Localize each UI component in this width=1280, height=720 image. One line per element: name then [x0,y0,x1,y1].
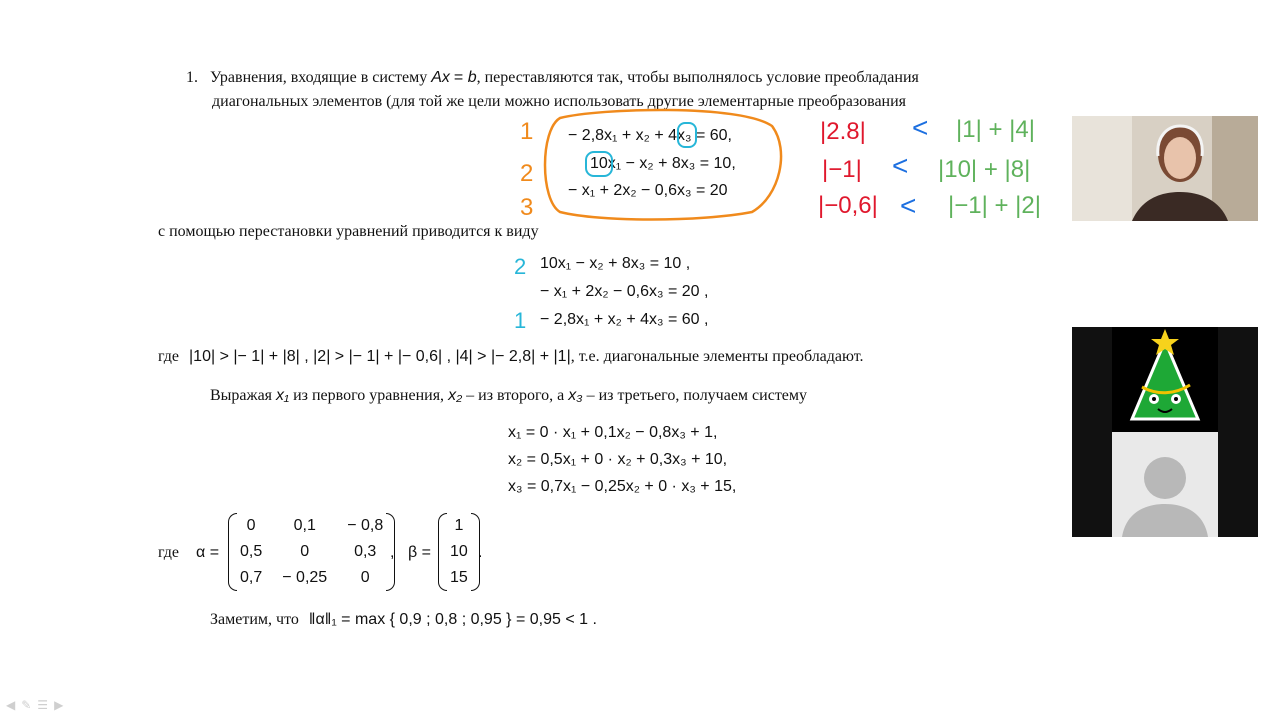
alpha-label: α = [196,544,220,561]
p4-x3: x₃ [568,387,583,404]
presenter-webcam[interactable] [1072,116,1258,221]
p4-x1: x₁ [276,387,290,404]
sys2-eq2: − x₁ + 2x₂ − 0,6x₃ = 20 , [540,283,709,300]
blue-lt-2: < [892,150,909,181]
p5-a: где [158,544,180,561]
p6 [210,610,597,630]
sys3-eq3: x₃ = 0,7x₁ − 0,25x₂ + 0 · x₃ + 15, [508,478,737,495]
green-note-3: |−1| + |2| [948,192,1041,219]
p1-eq: = [453,69,468,86]
next-icon[interactable]: ▶ [54,698,64,712]
p1-num: 1. [186,69,198,86]
p4-c: – из второго, а [466,387,565,404]
beta-label: β = [408,544,431,561]
red-note-1: |2.8| [820,118,866,145]
sys1-eq3: − x₁ + 2x₂ − 0,6x₃ = 20 [568,182,728,199]
table-row [230,565,393,591]
p1-b: b [467,69,477,86]
p3-math: |10| > |− 1| + |8| , |2| > |− 1| + |− 0,6| , |4| > |− 2,8| + |1| [189,348,571,365]
beta-cell: 10 [450,543,468,560]
p6-math: ‖α‖₁ = max { 0,9 ; 0,8 ; 0,95 } = 0,95 < 1 . [308,611,597,628]
tree-avatar[interactable] [1112,327,1218,432]
orange-num-1: 1 [520,118,534,145]
p1-line1-a: Уравнения, входящие в систему [210,69,428,86]
green-note-2: |10| + |8| [938,156,1031,183]
menu-icon[interactable]: ☰ [37,698,49,712]
beta-cell: 15 [450,569,468,586]
table-row [230,513,393,539]
tree-avatar-image [1112,327,1218,432]
sys2-eq1: 10x₁ − x₂ + 8x₃ = 10 , [540,255,691,272]
red-note-2: |−1| [822,156,862,183]
user-tile[interactable] [1112,432,1218,537]
user-placeholder-icon [1112,432,1218,537]
p4-x2: x₂ [448,387,463,404]
sys1-eq2: 10x₁ − x₂ + 8x₃ = 10, [590,155,736,172]
blue-lt-3: < [900,190,917,221]
orange-num-3: 3 [520,194,534,221]
p6-a: Заметим, что [210,611,299,628]
alpha-cell: 0,7 [240,569,263,586]
p4 [210,386,807,406]
p3-b: , т.е. диагональные элементы преобладают. [570,348,864,365]
alpha-cell: 0 [246,517,256,534]
blue-lt-1: < [912,112,929,143]
p4-a: Выражая [210,387,273,404]
p3 [158,347,864,367]
beta-matrix [440,513,478,591]
beta-cell: 1 [454,517,464,534]
alpha-cell: 0,1 [293,517,316,534]
p4-b: из первого уравнения, [293,387,445,404]
p1-line1-b: , переставляются так, чтобы выполнялось условие преобладания [476,69,919,86]
slide-toolbar [6,698,63,712]
cyan-num-1: 1 [514,308,527,333]
red-note-3: |−0,6| [818,192,878,219]
sys3-eq2: x₂ = 0,5x₁ + 0 · x₂ + 0,3x₃ + 10, [508,451,728,468]
p1-line2: диагональных элементов (для той же цели можно использовать другие элементарные преобразования [212,93,907,110]
presenter-image [1072,116,1258,221]
table-row [230,539,393,565]
alpha-cell: − 0,8 [347,517,384,534]
alpha-cell: 0 [300,543,310,560]
sys2-eq3: − 2,8x₁ + x₂ + 4x₃ = 60 , [540,311,709,328]
pen-icon[interactable]: ✎ [21,698,32,712]
p1-ax: Ax [431,69,450,86]
p4-d: – из третьего, получаем систему [586,387,808,404]
matrix-dot: . [478,544,483,561]
cyan-num-2: 2 [514,254,527,279]
green-note-1: |1| + |4| [956,116,1035,143]
alpha-cell: − 0,25 [282,569,328,586]
prev-icon[interactable]: ◀ [6,698,16,712]
participants-panel [1072,327,1258,537]
orange-num-2: 2 [520,160,534,187]
alpha-cell: 0,3 [354,543,377,560]
p2: с помощью перестановки уравнений приводится к виду [158,223,539,240]
p1-line1 [210,68,919,88]
alpha-cell: 0,5 [240,543,263,560]
alpha-cell: 0 [360,569,370,586]
matrix-comma: , [390,544,395,561]
sys3-eq1: x₁ = 0 · x₁ + 0,1x₂ − 0,8x₃ + 1, [508,424,718,441]
sys1-eq1: − 2,8x₁ + x₂ + 4x₃ = 60, [568,127,732,144]
p3-a: где [158,348,180,365]
alpha-matrix [230,513,393,591]
